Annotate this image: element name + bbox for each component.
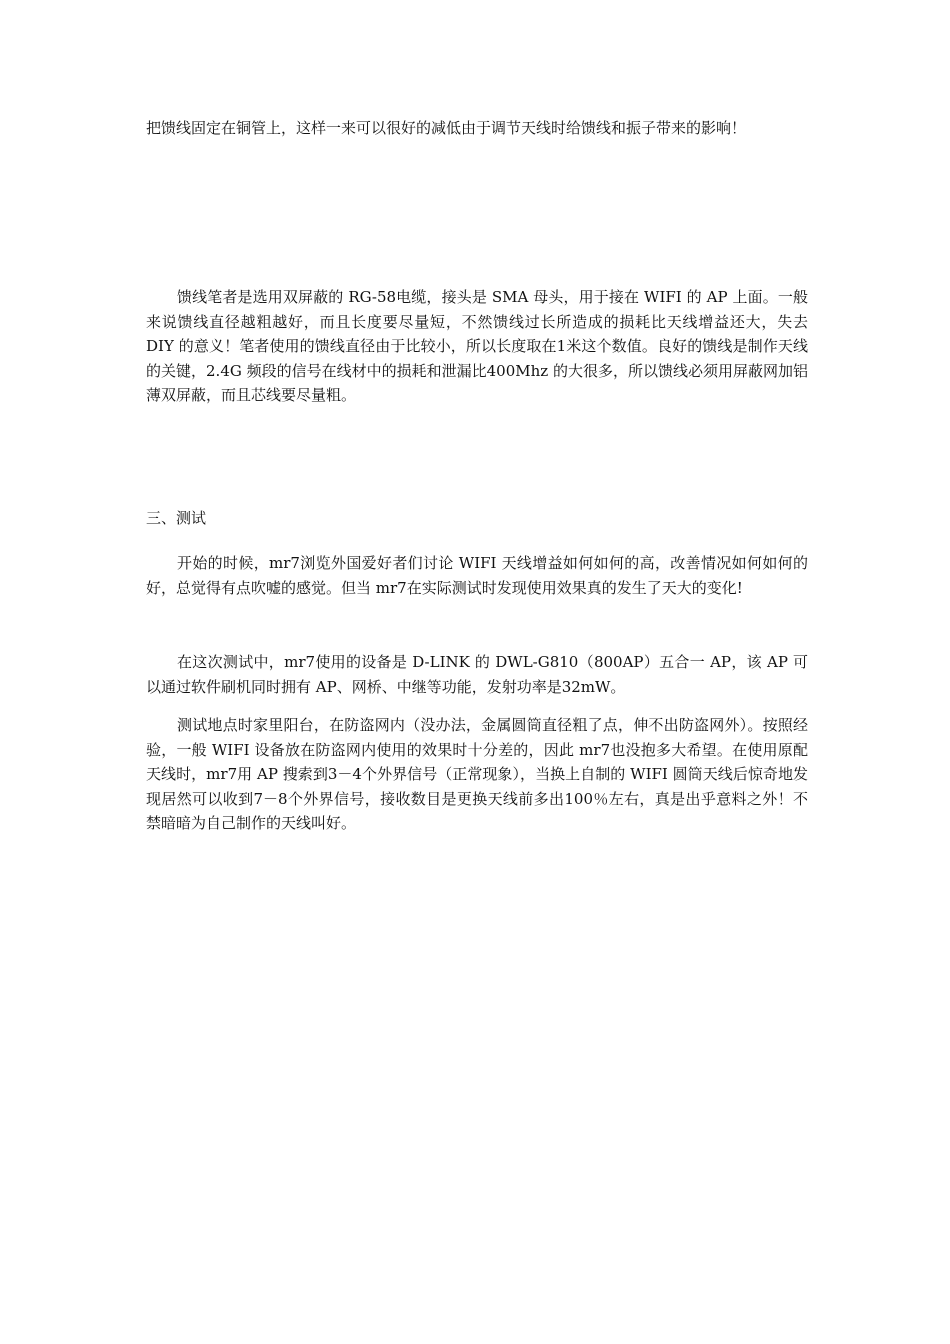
section-heading-test: 三、测试: [146, 509, 207, 527]
paragraph-test-result: 测试地点时家里阳台，在防盗网内（没办法，金属圆筒直径粗了点，伸不出防盗网外）。按照经验，一般 WIFI 设备放在防盗网内使用的效果时十分差的，因此 mr7也没抱多大希望。在使用原配天线时，mr7用 AP 搜索到3－4个外界信号（正常现象），当换上自制的 WIFI 圆筒天线后惊奇地发现居然可以收到7－8个外界信号，接收数目是更换天线前多出100％左右，真是出乎意料之外！不禁暗暗为自己制作的天线叫好。: [146, 716, 808, 832]
paragraph-feeder-fixing: 把馈线固定在铜管上，这样一来可以很好的减低由于调节天线时给馈线和振子带来的影响！: [146, 119, 747, 137]
paragraph-test-device: 在这次测试中，mr7使用的设备是 D-LINK 的 DWL-G810（800AP）五合一 AP，该 AP 可以通过软件刷机同时拥有 AP、网桥、中继等功能，发射功率是32mW。: [146, 653, 808, 696]
paragraph-test-intro: 开始的时候，mr7浏览外国爱好者们讨论 WIFI 天线增益如何如何的高，改善情况如何如何的好，总觉得有点吹嘘的感觉。但当 mr7在实际测试时发现使用效果真的发生了天大的变化!: [146, 554, 808, 597]
paragraph-feeder-cable: 馈线笔者是选用双屏蔽的 RG-58电缆，接头是 SMA 母头，用于接在 WIFI 的 AP 上面。一般来说馈线直径越粗越好，而且长度要尽量短，不然馈线过长所造成的损耗比天线增益还大，失去 DIY 的意义！笔者使用的馈线直径由于比较小，所以长度取在1米这个数值。良好的馈线是制作天线的关键，2.4G 频段的信号在线材中的损耗和泄漏比400Mhz 的大很多，所以馈线必须用屏蔽网加铝薄双屏蔽，而且芯线要尽量粗。: [146, 288, 808, 404]
